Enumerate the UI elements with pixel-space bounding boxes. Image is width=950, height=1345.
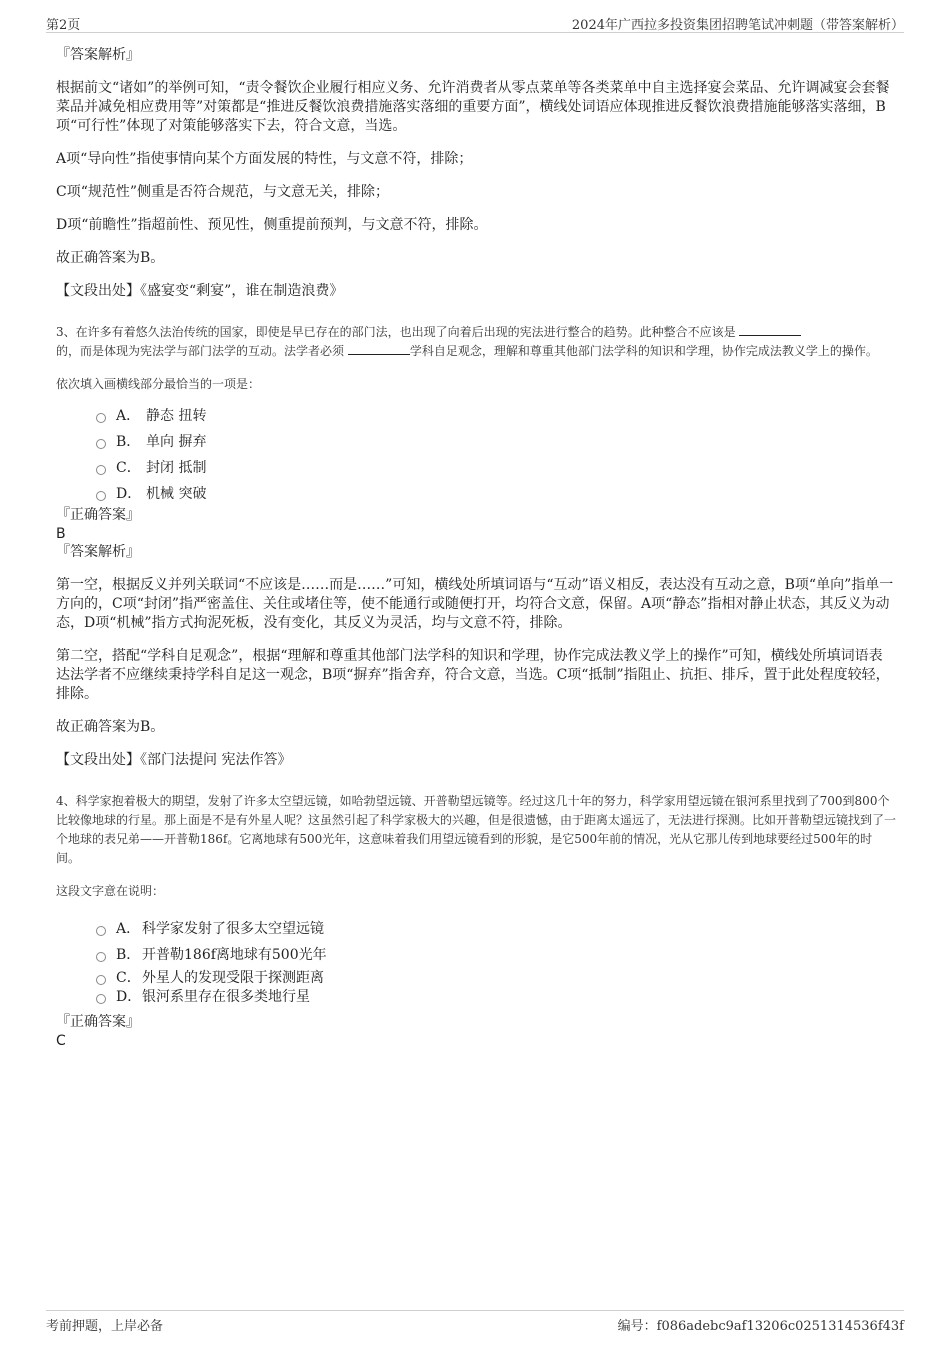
option-letter: D． xyxy=(116,486,142,502)
radio-icon[interactable] xyxy=(96,465,106,475)
option-letter: A． xyxy=(116,408,141,424)
option-a[interactable] xyxy=(96,915,896,941)
page-header xyxy=(46,12,904,33)
option-letter: C． xyxy=(116,969,141,986)
option-letter: B． xyxy=(116,947,141,963)
option-list xyxy=(96,402,896,506)
page-number: 第2页 xyxy=(46,18,81,33)
correct-answer-label: 『正确答案』 xyxy=(56,507,140,523)
document-code: 编号：f086adebc9af13206c0251314536f43f xyxy=(617,1319,904,1334)
fill-blank xyxy=(739,323,801,336)
option-d[interactable] xyxy=(96,480,896,506)
radio-icon[interactable] xyxy=(96,975,106,985)
analysis-paragraph: 根据前文“诸如”的举例可知，“责令餐饮企业履行相应义务、允许消费者从零点菜单等各类菜单中自主选择宴会菜品、允许调减宴会套餐菜品并减免相应费用等”对策都是“推进反餐饮浪费措施落实落细的重要方面”，横线处词语应体现推进反餐饮浪费措施能够落实落细，B项“可行性”体现了对策能够落实下去，符合文意，当选。 xyxy=(56,80,890,134)
page-footer xyxy=(46,1310,904,1335)
option-text: 单向 摒弃 xyxy=(146,434,207,450)
option-text: 机械 突破 xyxy=(146,486,207,502)
option-b[interactable] xyxy=(96,941,896,967)
option-text: 静态 扭转 xyxy=(146,408,207,424)
radio-icon[interactable] xyxy=(96,926,106,936)
answer-conclusion: 故正确答案为B。 xyxy=(56,719,165,735)
document-body xyxy=(56,46,896,1050)
option-text: 开普勒186f离地球有500光年 xyxy=(142,947,327,963)
option-letter: D． xyxy=(116,988,142,1005)
radio-icon[interactable] xyxy=(96,952,106,962)
analysis-paragraph: D项“前瞻性”指超前性、预见性，侧重提前预判，与文意不符，排除。 xyxy=(56,217,488,233)
analysis-paragraph: C项“规范性”侧重是否符合规范，与文意无关，排除； xyxy=(56,184,390,200)
source-citation: 【文段出处】《盛宴变“剩宴”，谁在制造浪费》 xyxy=(56,283,344,299)
analysis-label: 『答案解析』 xyxy=(56,47,140,63)
fill-blank xyxy=(348,342,410,355)
option-letter: A． xyxy=(116,921,141,937)
option-text: 银河系里存在很多类地行星 xyxy=(142,988,310,1005)
option-a[interactable] xyxy=(96,402,896,428)
radio-icon[interactable] xyxy=(96,439,106,449)
radio-icon[interactable] xyxy=(96,491,106,501)
option-d[interactable] xyxy=(96,986,896,1005)
option-text: 封闭 抵制 xyxy=(146,460,207,476)
option-text: 外星人的发现受限于探测距离 xyxy=(142,969,324,986)
analysis-label: 『答案解析』 xyxy=(56,544,140,560)
option-letter: B． xyxy=(116,434,141,450)
correct-answer: B xyxy=(56,526,66,542)
question-prompt: 依次填入画横线部分最恰当的一项是： xyxy=(56,377,261,391)
question-stem-part: 的，而是体现为宪法学与部门法学的互动。法学者必须 xyxy=(56,344,345,358)
source-citation: 【文段出处】《部门法提问 宪法作答》 xyxy=(56,752,292,768)
option-letter: C． xyxy=(116,460,141,476)
question-stem: 4、科学家抱着极大的期望，发射了许多太空望远镜，如哈勃望远镜、开普勒望远镜等。经过这几十年的努力，科学家用望远镜在银河系里找到了700到800个比较像地球的行星。那上面是不是有外星人呢？这虽然引起了科学家极大的兴趣，但是很遗憾，由于距离太遥远了，无法进行探测。比如开普勒望远镜找到了一个地球的表兄弟——开普勒186f。它离地球有500光年，这意味着我们用望远镜看到的形貌，是它500年前的情况，光从它那儿传到地球要经过500年的时间。 xyxy=(56,794,897,865)
answer-conclusion: 故正确答案为B。 xyxy=(56,250,165,266)
option-list xyxy=(96,915,896,1005)
question-stem-part: 学科自足观念，理解和尊重其他部门法学科的知识和学理，协作完成法教义学上的操作。 xyxy=(409,344,878,358)
radio-icon[interactable] xyxy=(96,413,106,423)
correct-answer-label: 『正确答案』 xyxy=(56,1014,140,1030)
question-prompt: 这段文字意在说明： xyxy=(56,884,165,898)
option-c[interactable] xyxy=(96,454,896,480)
document-title: 2024年广西拉多投资集团招聘笔试冲刺题（带答案解析） xyxy=(571,18,904,33)
question-stem xyxy=(56,323,896,361)
question-stem-part: 3、在许多有着悠久法治传统的国家，即使是早已存在的部门法，也出现了向着后出现的宪法进行整合的趋势。此种整合不应该是 xyxy=(56,325,736,339)
option-c[interactable] xyxy=(96,967,896,986)
option-b[interactable] xyxy=(96,428,896,454)
analysis-paragraph: 第一空，根据反义并列关联词“不应该是……而是……”可知，横线处所填词语与“互动”语义相反，表达没有互动之意，B项“单向”指单一方向的，C项“封闭”指严密盖住、关住或堵住等，使不能通行或随便打开，均符合文意，保留。A项“静态”指相对静止状态，其反义为动态，D项“机械”指方式拘泥死板，没有变化，其反义为灵活，均与文意不符，排除。 xyxy=(56,577,894,631)
analysis-paragraph: 第二空，搭配“学科自足观念”，根据“理解和尊重其他部门法学科的知识和学理，协作完成法教义学上的操作”可知，横线处所填词语表达法学者不应继续秉持学科自足这一观念，B项“摒弃”指舍弃，符合文意，当选。C项“抵制”指阻止、抗拒、排斥，置于此处程度较轻，排除。 xyxy=(56,648,890,702)
correct-answer: C xyxy=(56,1033,66,1049)
analysis-paragraph: A项“导向性”指使事情向某个方面发展的特性，与文意不符，排除； xyxy=(56,151,473,167)
radio-icon[interactable] xyxy=(96,994,106,1004)
option-text: 科学家发射了很多太空望远镜 xyxy=(142,921,324,937)
footer-slogan: 考前押题，上岸必备 xyxy=(46,1319,164,1334)
